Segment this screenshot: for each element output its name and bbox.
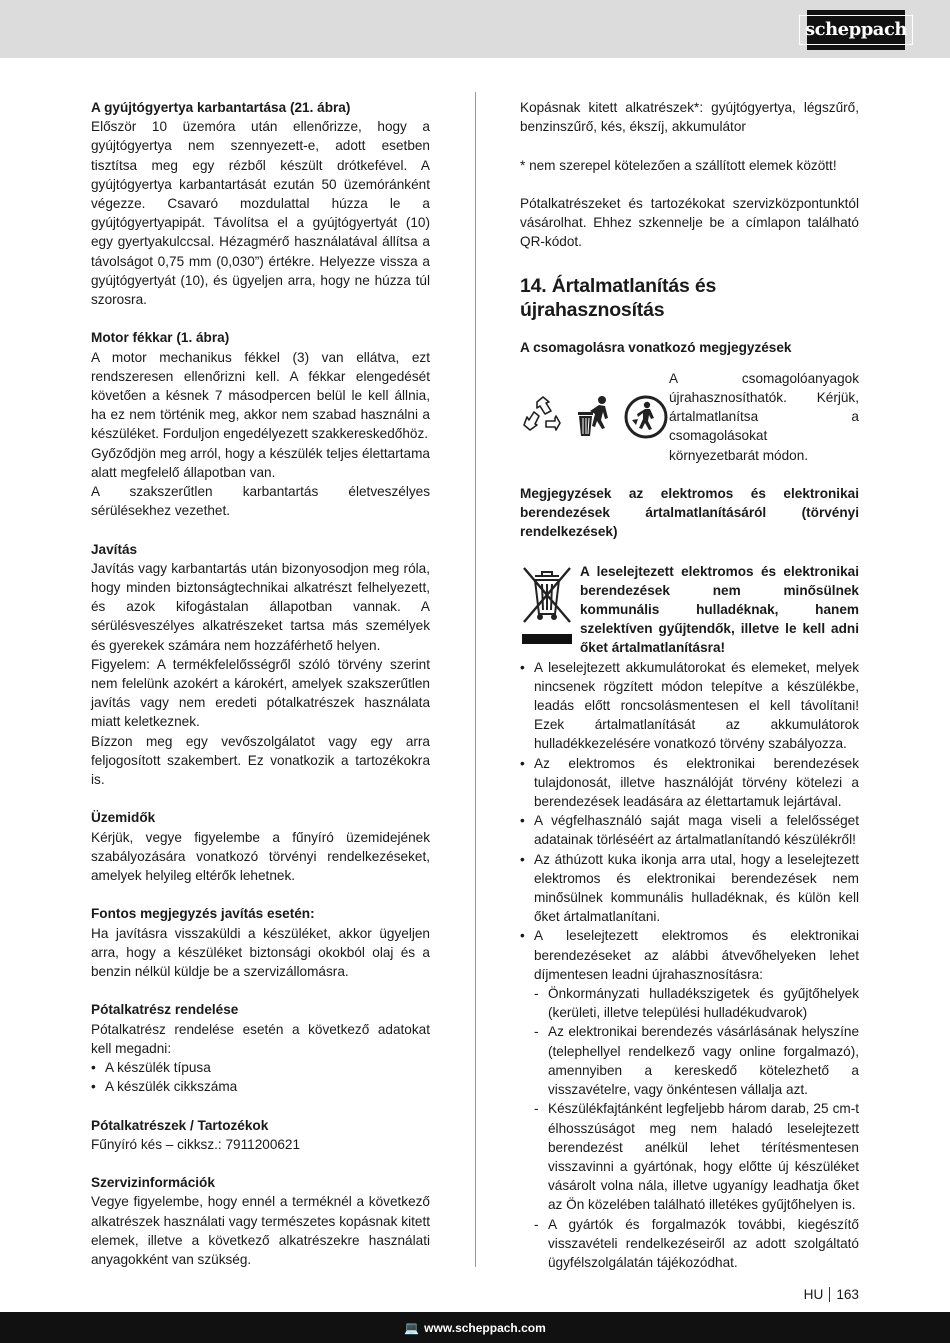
sub-list-item: - Önkormányzati hulladékszigetek és gyűjtőhelyek (kerületi, illetve települési hulladékudvarok)	[520, 984, 859, 1022]
scheppach-logo	[805, 10, 908, 50]
sub-list-item: - Készülékfajtánként legfeljebb három darab, 25 cm-t élhosszúságot meg nem haladó leselejtezett berendezést anélkül lehet térítésmentesen visszavinni a gyártónak, hogy előtte új készüléket vásárolt volna nála, illetve ugyanígy leadhatja őket az Ön közelében található illetékes gyűjtőhelyen is.	[520, 1099, 859, 1214]
list-item: • A készülék típusa	[91, 1058, 430, 1077]
brake-heading: Motor fékkar (1. ábra)	[91, 330, 230, 346]
brake-text-2: Győződjön meg arról, hogy a készülék teljes élettartama alatt megfelelő állapotban van.	[91, 445, 430, 480]
repair-text-1: Javítás vagy karbantartás után bizonyosodjon meg róla, hogy minden biztonságtechnikai alkatrészt felhelyezett, és azok kifogástalan állapotban vannak. A sérülésveszélyes alkatrészeket tartsa más személyek és gyerekek számára nem hozzáférhető helyen.	[91, 560, 430, 653]
repair-note-text: Ha javításra visszaküldi a készüléket, akkor ügyeljen arra, hogy a készüléket biztonsági okokból olaj és a benzin nélkül küldje be a szervizállomásra.	[91, 925, 430, 980]
repair-note-heading: Fontos megjegyzés javítás esetén:	[91, 906, 315, 922]
repair-text-3: Bízzon meg egy vevőszolgálatot vagy egy arra feljogosított szakembert. Ez vonatkozik a tartozékokra is.	[91, 733, 430, 788]
trash-disposal-icon	[575, 394, 615, 440]
crossed-bin-icon	[520, 562, 576, 658]
language-code: HU	[803, 1287, 824, 1302]
left-column	[91, 98, 430, 1269]
footer-url[interactable]: www.scheppach.com	[424, 1320, 546, 1335]
brake-text-3: A szakszerűtlen karbantartás életveszélyes sérülésekhez vezethet.	[91, 484, 430, 519]
packaging-text: A csomagolóanyagok újrahasznosíthatók. Kérjük, ártalmatlanítsa a csomagolásokat környezetbarát módon.	[669, 370, 859, 463]
top-bar	[0, 0, 950, 58]
page-number-value: 163	[836, 1287, 859, 1302]
weee-warning-block	[520, 562, 859, 658]
logo-text: scheppach	[799, 15, 913, 45]
list-item: • A készülék cikkszáma	[91, 1077, 430, 1096]
wear-parts-text: Kopásnak kitett alkatrészek*: gyújtógyertya, légszűrő, benzinszűrő, kés, ékszíj, akkumulátor	[520, 100, 859, 135]
spare-parts-heading: Pótalkatrészek / Tartozékok	[91, 1117, 269, 1133]
list-item: • Az elektromos és elektronikai berendezések tulajdonosát, illetve használóját törvény kötelezi a berendezések leadására az élettartamuk lejártával.	[520, 754, 859, 812]
spare-parts-text: Fűnyíró kés – cikksz.: 7911200621	[91, 1136, 301, 1152]
page-number-separator	[829, 1287, 830, 1302]
section-14-heading: 14. Ártalmatlanítás és újrahasznosítás	[520, 274, 717, 321]
brake-text-1: A motor mechanikus fékkel (3) van ellátva, ezt rendszeresen ellenőrizni kell. A fékkar elengedését követően a késnek 7 másodpercen belül le kell állnia, ha ez nem történik meg, akkor nem szabad használni a készüléket. Forduljon engedélyezett szakkereskedőhöz.	[91, 349, 430, 442]
list-item: • Az áthúzott kuka ikonja arra utal, hogy a leselejtezett elektromos és elektronikai berendezések nem minősülnek kommunális hulladéknak, és külön kell őket ártalmatlanítani.	[520, 850, 859, 927]
spark-plug-heading: A gyújtógyertya karbantartása (21. ábra)	[91, 100, 351, 115]
recycle-icon	[520, 394, 566, 440]
service-info-heading: Szervizinformációk	[91, 1175, 215, 1191]
computer-icon: 💻	[404, 1320, 420, 1335]
repair-heading: Javítás	[91, 541, 138, 557]
tidyman-recycle-icon	[623, 394, 669, 440]
packaging-heading: A csomagolásra vonatkozó megjegyzések	[520, 339, 792, 355]
sub-list-item: - Az elektronikai berendezés vásárlásának helyszíne (telephellyel rendelkező vagy online forgalmazó), amennyiben a kereskedő kötelezhető a visszavételre, vagy önkéntesen vállalja azt.	[520, 1022, 859, 1099]
service-info-text: Vegye figyelembe, hogy ennél a terméknél a következő alkatrészek használati vagy természetes kopásnak kitett elemek, illetve a következő alkatrészekre használati anyagokként van szükség.	[91, 1194, 430, 1268]
packaging-icons	[520, 394, 669, 440]
spare-order-heading: Pótalkatrész rendelése	[91, 1002, 239, 1018]
weee-warning-text: A leselejtezett elektromos és elektronikai berendezések nem minősülnek kommunális hulladéknak, hanem szelektíven gyűjtendők, illetve le kell adni őket ártalmatlanításra!	[580, 563, 859, 656]
right-column	[520, 98, 859, 1272]
footer-bar	[0, 1312, 950, 1343]
footnote-text: * nem szerepel kötelezően a szállított elemek között!	[520, 157, 837, 173]
repair-text-2: Figyelem: A termékfelelősségről szóló törvény szerint nem felelünk azokért a károkért, amelyek szakszerűtlen javítás vagy nem eredeti pótalkatrészek használata miatt keletkeznek.	[91, 656, 430, 730]
list-item: • A végfelhasználó saját maga viseli a felelősséget adatainak törléséért az ártalmatlanítandó készülékről!	[520, 811, 859, 849]
column-divider	[475, 92, 476, 1267]
operating-hours-text: Kérjük, vegye figyelembe a fűnyíró üzemidejének szabályozására vonatkozó törvényi rendelkezéseket, amelyek helyileg eltérők lehetnek.	[91, 829, 430, 884]
spare-order-text: Pótalkatrész rendelése esetén a következő adatokat kell megadni:	[91, 1021, 430, 1056]
spark-plug-text: Először 10 üzemóra után ellenőrizze, hogy a gyújtógyertya nem szennyezett-e, adott esetben tisztítsa meg egy rézből készült drótkefével. A gyújtógyertya karbantartását ezután 50 üzemóránként végezze. Csavaró mozdulattal húzza le a gyújtógyertyapipát. Távolítsa el a gyújtógyertyát (10) egy gyertyakulccsal. Hézagmérő használatával állítsa a távolságot 0,75 mm (0,030”) értékre. Helyezze vissza a gyújtógyertyát (10), és ügyeljen arra, hogy ne húzza túl szorosra.	[91, 119, 430, 308]
weee-heading: Megjegyzések az elektromos és elektronikai berendezések ártalmatlanításáról (törvényi rendelkezések)	[520, 486, 859, 540]
packaging-note	[520, 369, 859, 465]
page-number	[804, 1287, 859, 1302]
list-item: • A leselejtezett akkumulátorokat és elemeket, melyek nincsenek rögzített módon telepítve a készülékbe, leadás előtt roncsolásmentesen el kell távolítani! Ezek ártalmatlanítását az akkumulátorok hulladékkezelésére vonatkozó törvény szabályozza.	[520, 658, 859, 754]
list-item: • A leselejtezett elektromos és elektronikai berendezéseket az alábbi átvevőhelyeken lehet díjmentesen leadni újrahasznosításra:	[520, 926, 859, 984]
purchase-text: Pótalkatrészeket és tartozékokat szervizközpontunktól vásárolhat. Ehhez szkennelje be a címlapon található QR-kódot.	[520, 195, 859, 250]
operating-hours-heading: Üzemidők	[91, 810, 156, 826]
sub-list-item: - A gyártók és forgalmazók további, kiegészítő visszavételi rendelkezéseiről az adott szolgáltató ügyfélszolgálatán tájékozódhat.	[520, 1215, 859, 1273]
weee-list	[520, 658, 859, 1273]
spare-order-list	[91, 1058, 430, 1096]
